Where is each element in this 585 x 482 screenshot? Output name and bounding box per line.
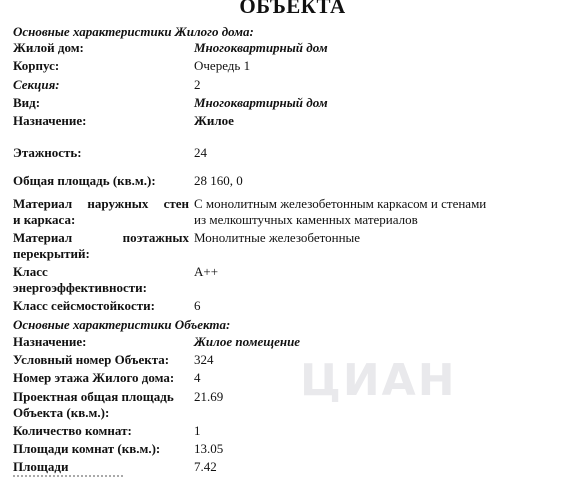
value-korpus: Очередь 1 [194,58,251,73]
label-areas: Площади [13,459,69,474]
label-seismic: Класс сейсмостойкости: [13,298,155,313]
value-total-area: 28 160, 0 [194,173,243,188]
label-building-type: Жилой дом: [13,40,84,55]
label-object-area-2: Объекта (кв.м.): [13,405,110,420]
label-kind: Вид: [13,95,41,110]
section-heading-object: Основные характеристики Объекта: [13,317,231,332]
label-object-floor: Номер этажа Жилого дома: [13,370,175,385]
label-wall-material-1: Материал наружных стен [13,196,189,211]
value-rooms-count: 1 [194,423,201,438]
label-korpus: Корпус: [13,58,60,73]
label-wall-material-2: и каркаса: [13,212,76,227]
value-object-area: 21.69 [194,389,224,404]
value-wall-material-2: из мелкоштучных каменных материалов [194,212,418,227]
value-object-purpose: Жилое помещение [194,334,301,349]
value-energy-class: А++ [194,264,219,279]
value-floor-material: Монолитные железобетонные [194,230,361,245]
label-total-area: Общая площадь (кв.м.): [13,173,156,188]
label-floor-material-1: Материал поэтажных [13,230,189,245]
value-areas: 7.42 [194,459,217,474]
label-object-number: Условный номер Объекта: [13,352,170,367]
label-purpose: Назначение: [13,113,87,128]
section-heading-building: Основные характеристики Жилого дома: [13,24,254,39]
label-object-area-1: Проектная общая площадь [13,389,174,404]
value-section: 2 [194,77,201,92]
value-seismic: 6 [194,298,201,313]
watermark-logo: ЦИАН [300,355,457,406]
label-object-purpose: Назначение: [13,334,87,349]
value-object-floor: 4 [194,370,201,385]
label-rooms-area: Площади комнат (кв.м.): [13,441,161,456]
cut-off-text-line [13,475,123,482]
value-purpose: Жилое [194,113,234,128]
value-building-type: Многоквартирный дом [194,40,328,55]
value-wall-material-1: С монолитным железобетонным каркасом и стенами [194,196,487,211]
label-section: Секция: [13,77,60,92]
value-floors: 24 [194,145,207,160]
document-title: ОБЪЕКТА [239,0,346,18]
value-object-number: 324 [194,352,214,367]
label-rooms-count: Количество комнат: [13,423,132,438]
label-energy-class-1: Класс [13,264,48,279]
label-floor-material-2: перекрытий: [13,246,90,261]
value-rooms-area: 13.05 [194,441,224,456]
label-floors: Этажность: [13,145,82,160]
value-kind: Многоквартирный дом [194,95,328,110]
label-energy-class-2: энергоэффективности: [13,280,147,295]
